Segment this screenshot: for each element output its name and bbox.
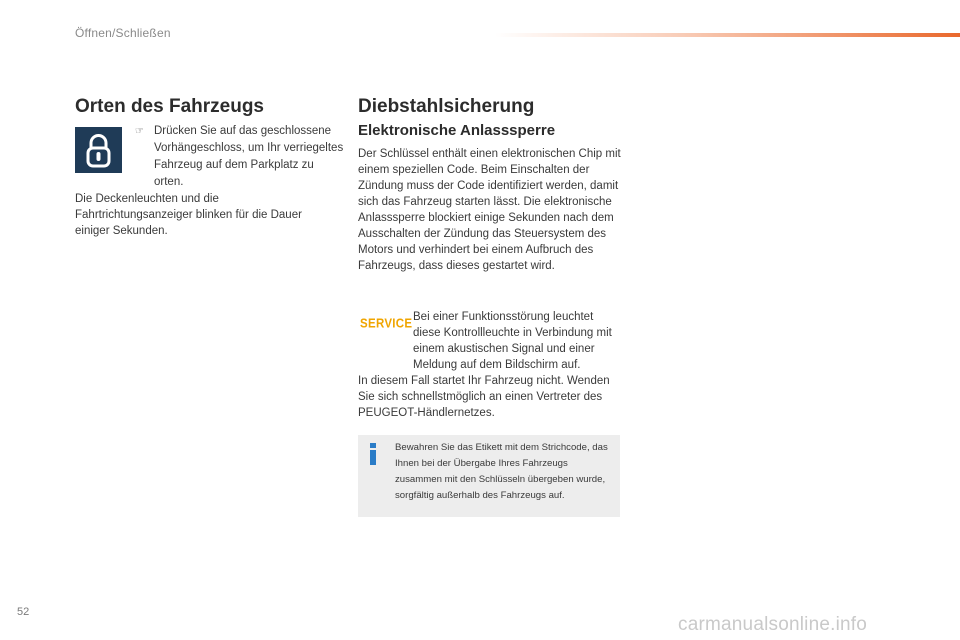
locate-instruction-text: Drücken Sie auf das geschlossene Vorhängeschloss, um Ihr verriegeltes Fahrzeug auf dem Parkplatz zu orten. (154, 125, 344, 188)
watermark: carmanualsonline.info (678, 614, 868, 635)
subheading-immobiliser: Elektronische Anlasssperre (358, 122, 556, 139)
heading-anti-theft: Diebstahlsicherung (358, 96, 535, 117)
service-warning-icon: SERVICE (360, 317, 413, 331)
info-note-text: Bewahren Sie das Etikett mit dem Strichcode, das Ihnen bei der Übergabe Ihres Fahrzeugs zusammen mit den Schlüsseln übergeben wurde, sorgfältig außerhalb des Fahrzeugs auf. (395, 442, 608, 501)
info-note-box (358, 435, 620, 517)
page-number: 52 (17, 606, 30, 618)
padlock-icon (75, 127, 122, 173)
immobiliser-description: Der Schlüssel enthält einen elektronischen Chip mit einem speziellen Code. Beim Einschalten der Zündung muss der Code identifiziert werden, damit sich das Fahrzeug starten lässt. Die elektronische Anlasssperre blockiert einige Sekunden nach dem Ausschalten der Zündung das Steuersystem des Motors und verhindert bei einem Aufbruch des Fahrzeugs, dass dieses gestartet wird. (358, 148, 621, 272)
fault-advice-text: In diesem Fall startet Ihr Fahrzeug nicht. Wenden Sie sich schnellstmöglich an einen Vertreter des PEUGEOT-Händlernetzes. (358, 375, 610, 419)
section-title: Öffnen/Schließen (75, 26, 171, 40)
locate-description: Die Deckenleuchten und die Fahrtrichtungsanzeiger blinken für die Dauer einiger Sekunden. (75, 193, 302, 237)
pointing-hand-icon: ☞ (135, 126, 144, 137)
header-accent-bar (495, 33, 960, 37)
service-warning-text: Bei einer Funktionsstörung leuchtet diese Kontrollleuchte in Verbindung mit einem akustischen Signal und einer Meldung auf dem Bildschirm auf. (413, 311, 612, 371)
info-icon (370, 443, 378, 463)
padlock-icon-tile (75, 127, 122, 173)
heading-locate-vehicle: Orten des Fahrzeugs (75, 96, 264, 117)
